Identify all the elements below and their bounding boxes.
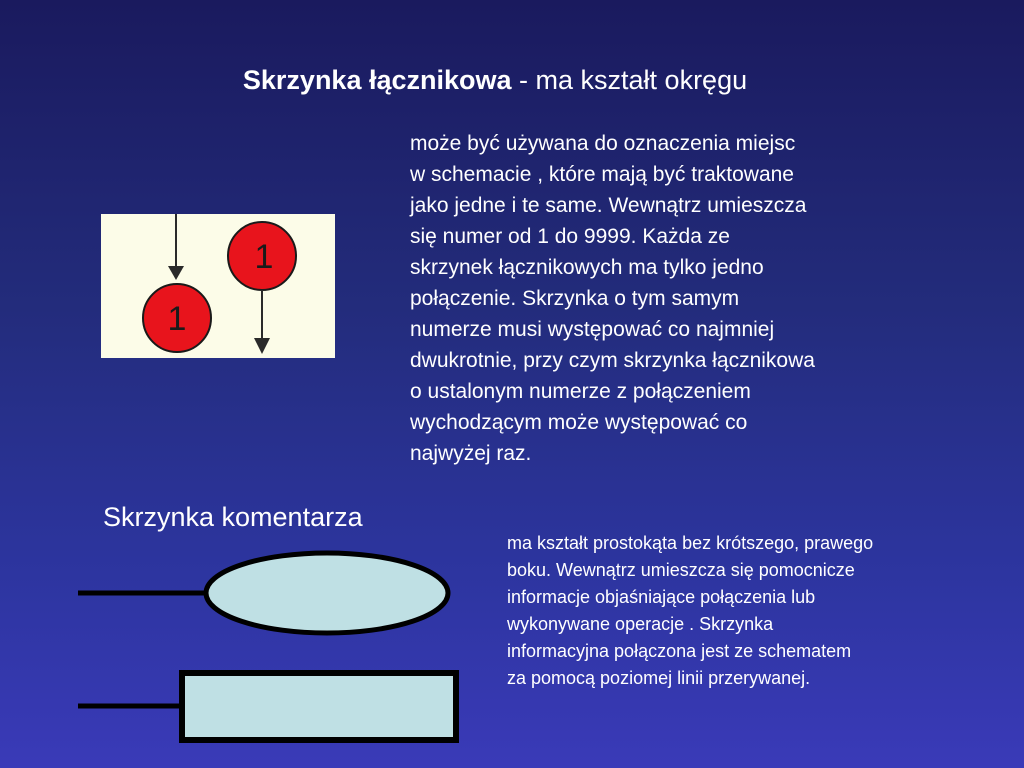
comment-ellipse: [206, 553, 448, 633]
comment-description: [507, 530, 1007, 692]
comment-line: wykonywane operacje . Skrzynka: [507, 614, 774, 634]
outgoing-connector-number: 1: [254, 238, 274, 276]
connector-line: może być używana do oznaczenia miejsc: [410, 132, 796, 155]
connector-figure: [101, 214, 335, 358]
connector-description: [410, 128, 930, 469]
comment-line: informacyjna połączona jest ze schematem: [507, 641, 852, 661]
connector-line: się numer od 1 do 9999. Każda ze: [410, 225, 730, 248]
comment-figure: [74, 548, 464, 748]
comment-line: za pomocą poziomej linii przerywanej.: [507, 668, 811, 688]
outgoing-arrowhead: [254, 338, 270, 354]
comment-line: boku. Wewnątrz umieszcza się pomocnicze: [507, 560, 855, 580]
connector-line: o ustalonym numerze z połączeniem: [410, 380, 751, 403]
comment-diagram: [74, 548, 464, 748]
connector-line: jako jedne i te same. Wewnątrz umieszcza: [410, 194, 807, 217]
connector-line: wychodzącym może występować co: [410, 411, 748, 434]
title-rest: - ma kształt okręgu: [511, 65, 748, 95]
comment-heading: Skrzynka komentarza: [103, 502, 363, 532]
connector-line: w schemacie , które mają być traktowane: [410, 163, 794, 186]
incoming-connector-number: 1: [167, 300, 187, 338]
incoming-arrowhead: [168, 266, 184, 280]
title-bold: Skrzynka łącznikowa: [242, 65, 512, 95]
comment-line: informacje objaśniające połączenia lub: [507, 587, 816, 607]
slide-title: [0, 62, 990, 98]
connector-line: najwyżej raz.: [410, 442, 532, 465]
comment-line: ma kształt prostokąta bez krótszego, prawego: [507, 533, 874, 553]
connector-diagram: [101, 214, 335, 358]
comment-rectangle: [182, 673, 456, 740]
connector-line: skrzynek łącznikowych ma tylko jedno: [410, 256, 764, 279]
connector-line: połączenie. Skrzynka o tym samym: [410, 287, 740, 310]
connector-line: numerze musi występować co najmniej: [410, 318, 775, 341]
connector-line: dwukrotnie, przy czym skrzynka łącznikowa: [410, 349, 815, 372]
